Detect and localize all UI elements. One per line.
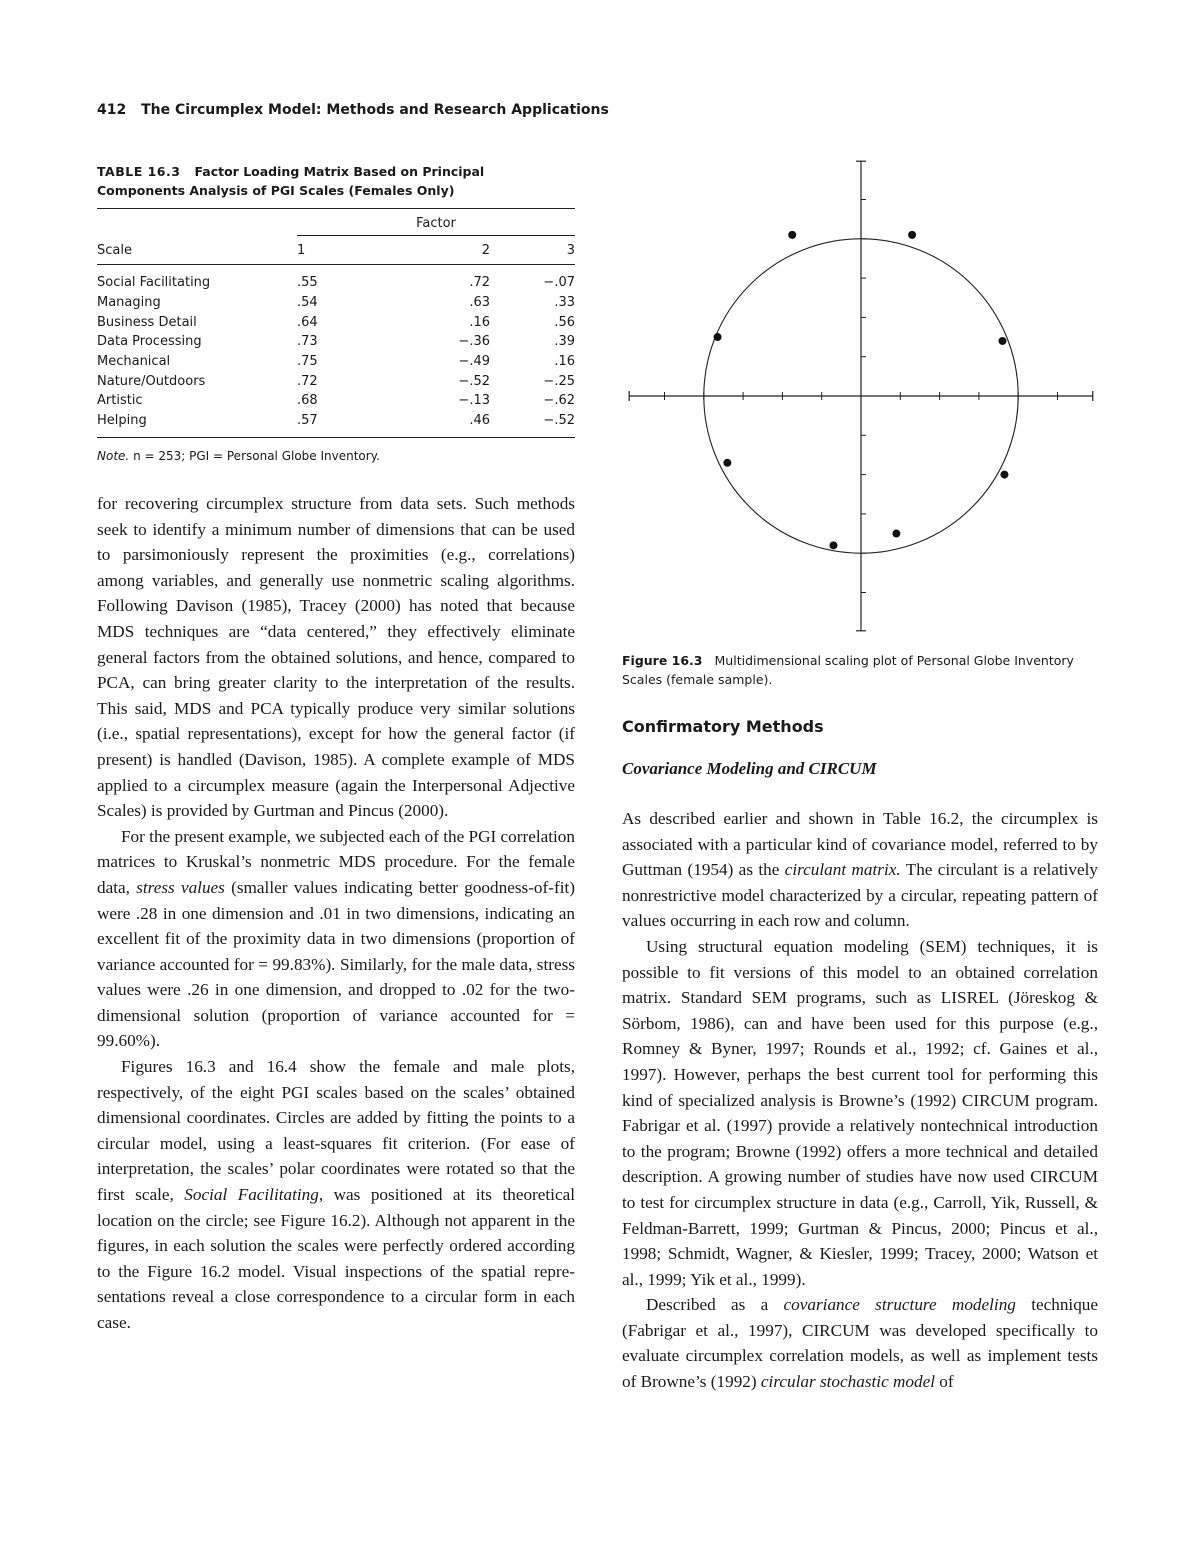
table-cell: Mechanical bbox=[97, 354, 171, 370]
table-cell: .55 bbox=[297, 275, 318, 291]
table-cell: Business Detail bbox=[97, 314, 197, 330]
factor-loading-table-block bbox=[97, 162, 575, 463]
table-column-header-row bbox=[97, 236, 575, 265]
table-cell: −.25 bbox=[543, 373, 575, 389]
column-header: Scale bbox=[97, 236, 297, 265]
emphasis: covariance structure modeling bbox=[783, 1295, 1016, 1315]
emphasis: Social Facilitating, bbox=[184, 1185, 324, 1205]
table-cell: .64 bbox=[297, 314, 318, 330]
table-row bbox=[97, 371, 575, 391]
data-point bbox=[714, 333, 722, 341]
table-note bbox=[97, 449, 575, 463]
factor-loading-table bbox=[97, 208, 575, 438]
section-heading: Confirmatory Methods bbox=[622, 717, 824, 736]
running-head bbox=[97, 102, 609, 118]
data-point bbox=[1000, 471, 1008, 479]
data-point bbox=[788, 231, 796, 239]
table-cell: .16 bbox=[469, 314, 490, 330]
paragraph: As described earlier and shown in Table 16.2, the circumplex is associated with a particular kind of covariance model, referred to by Guttman (1954) as the circulant matrix. The circulant is a relatively nonrestrictive model characterized by a circular, repeating pattern of values occurring in each row and column. bbox=[622, 809, 1098, 931]
table-cell: .56 bbox=[554, 314, 575, 330]
figure-number: Figure 16.3 bbox=[622, 653, 703, 668]
table-cell: .72 bbox=[469, 275, 490, 291]
table-cell: .16 bbox=[554, 354, 575, 370]
column-header: 3 bbox=[490, 236, 575, 265]
table-factor-header-row bbox=[97, 209, 575, 237]
table-cell: −.07 bbox=[543, 275, 575, 291]
table-cell: .39 bbox=[554, 334, 575, 350]
table-row bbox=[97, 332, 575, 352]
table-cell: .57 bbox=[297, 413, 318, 429]
mds-scatter-plot bbox=[620, 158, 1100, 636]
table-cell: Data Processing bbox=[97, 334, 202, 350]
table-row bbox=[97, 411, 575, 437]
figure-caption bbox=[622, 651, 1098, 689]
table-caption bbox=[97, 162, 575, 200]
table-cell: .63 bbox=[469, 295, 490, 311]
table-cell: −.52 bbox=[458, 373, 490, 389]
table-cell: Artistic bbox=[97, 393, 143, 409]
table-cell: Social Facilitating bbox=[97, 275, 211, 291]
table-note-label: Note. bbox=[97, 448, 130, 463]
data-point bbox=[829, 541, 837, 549]
emphasis: stress values bbox=[136, 877, 225, 897]
paragraph: For the present example, we subjected each of the PGI correlation matrices to Kruskal’s nonmetric MDS procedure. For the female data, stress values (smaller values indicating better goodness-of-fit) were .28 in one dimension and .01 in two dimensions, indicating an excellent fit of the proximity data in two dimensions (proportion of variance accounted for = 99.83%). Similarly, for the male data, stress values were .26 in one dimension, and dropped to .02 for the two-dimensional solution (proportion of variance accounted for = 99.60%). bbox=[97, 826, 575, 1051]
table-cell: Nature/Outdoors bbox=[97, 373, 206, 389]
table-cell: −.36 bbox=[458, 334, 490, 350]
emphasis: circulant matrix. bbox=[784, 860, 901, 880]
table-cell: Helping bbox=[97, 413, 147, 429]
table-cell: −.49 bbox=[458, 354, 490, 370]
running-title: The Circumplex Model: Methods and Research Applications bbox=[141, 102, 609, 118]
left-column bbox=[97, 491, 575, 1336]
figure-caption-text: Multidimensional scaling plot of Personal Globe Inventory Scales (female sample). bbox=[622, 653, 1074, 687]
table-row bbox=[97, 265, 575, 293]
table-cell: .54 bbox=[297, 295, 318, 311]
paragraph: for recovering circumplex structure from data sets. Such methods seek to identify a minimum number of dimensions that can be used to parsimoniously represent the proximities (e.g., correlations) among variables, and generally use nonmetric scaling algorithms. Following Davison (1985), Tracey (2000) has noted that because MDS techniques are “data centered,” they effectively eliminate general factors from the obtained solutions, and hence, compared to PCA, can bring greater clarity to the interpretation of the results. This said, MDS and PCA typically produce very similar solutions (i.e., spatial representations), except for how the general factor (if present) is handled (Davison, 1985). A complete example of MDS applied to a circumplex measure (again the Interpersonal Adjective Scales) is provided by Gurtman and Pincus (2000). bbox=[97, 494, 575, 821]
table-row bbox=[97, 312, 575, 332]
emphasis: circular stochastic model bbox=[760, 1372, 935, 1392]
data-point bbox=[998, 337, 1006, 345]
subsection-heading: Covariance Modeling and CIRCUM bbox=[622, 759, 877, 778]
page-number: 412 bbox=[97, 102, 127, 118]
table-cell: .72 bbox=[297, 373, 318, 389]
table-cell: .46 bbox=[469, 413, 490, 429]
table-cell: Managing bbox=[97, 295, 161, 311]
table-row bbox=[97, 391, 575, 411]
table-cell: .33 bbox=[554, 295, 575, 311]
data-point bbox=[908, 231, 916, 239]
paragraph: Figures 16.3 and 16.4 show the female and male plots, respectively, of the eight PGI scales based on the scales’ obtained dimensional coordinates. Circles are added by fitting the points to a circular model, using a least-squares fit criterion. (For ease of interpretation, the scales’ polar coordinates were rotated so that the first scale, Social Facilitating, was positioned at its theoretical location on the circle; see Figure 16.2). Although not apparent in the figures, in each solution the scales were perfectly ordered according to the Figure 16.2 model. Visual inspections of the spatial representations reveal a close correspondence to a circular form in each case. bbox=[97, 1057, 575, 1332]
table-cell: −.62 bbox=[543, 393, 575, 409]
table-cell: −.13 bbox=[458, 393, 490, 409]
data-point bbox=[892, 530, 900, 538]
factor-header: Factor bbox=[297, 209, 575, 237]
paragraph: Described as a covariance structure modeling technique (Fabrigar et al., 1997), CIRCUM was developed specifically to evaluate circumplex correlation models, as well as implement tests of Browne’s (1992) circular stochastic model of bbox=[622, 1295, 1099, 1392]
table-row bbox=[97, 293, 575, 313]
table-cell: −.52 bbox=[543, 413, 575, 429]
table-title: Factor Loading Matrix Based on Principal Components Analysis of PGI Scales (Females Only) bbox=[97, 164, 485, 198]
table-row bbox=[97, 352, 575, 372]
table-note-text: n = 253; PGI = Personal Globe Inventory. bbox=[133, 448, 380, 463]
paragraph: Using structural equation modeling (SEM) techniques, it is possible to fit versions of this model to an obtained correlation matrix. Standard SEM programs, such as LISREL (Jöreskog & Sörbom, 1986), can and have been used for this purpose (e.g., Romney & Byner, 1997; Rounds et al., 1992; cf. Gaines et al., 1997). However, perhaps the best current tool for performing this kind of specialized analysis is Browne’s (1992) CIRCUM program. Fabrigar et al. (1997) provide a relatively nontechnical introduction to the program; Browne (1992) offers a more technical and detailed description. A growing number of studies have now used CIRCUM to test for circumplex structure in data (e.g., Carroll, Yik, Russell, & Feldman-Barrett, 1999; Gurtman & Pincus, 2000; Pincus et al., 1998; Schmidt, Wagner, & Kiesler, 1999; Tracey, 2000; Watson et al., 1999; Yik et al., 1999). bbox=[622, 936, 1098, 1289]
mds-plot-figure bbox=[620, 158, 1100, 636]
table-cell: .73 bbox=[297, 334, 318, 350]
data-point bbox=[723, 459, 731, 467]
right-column bbox=[622, 806, 1098, 1395]
table-number: TABLE 16.3 bbox=[97, 164, 181, 179]
table-cell: .75 bbox=[297, 354, 318, 370]
column-header: 1 bbox=[297, 236, 407, 265]
table-cell: .68 bbox=[297, 393, 318, 409]
column-header: 2 bbox=[407, 236, 490, 265]
